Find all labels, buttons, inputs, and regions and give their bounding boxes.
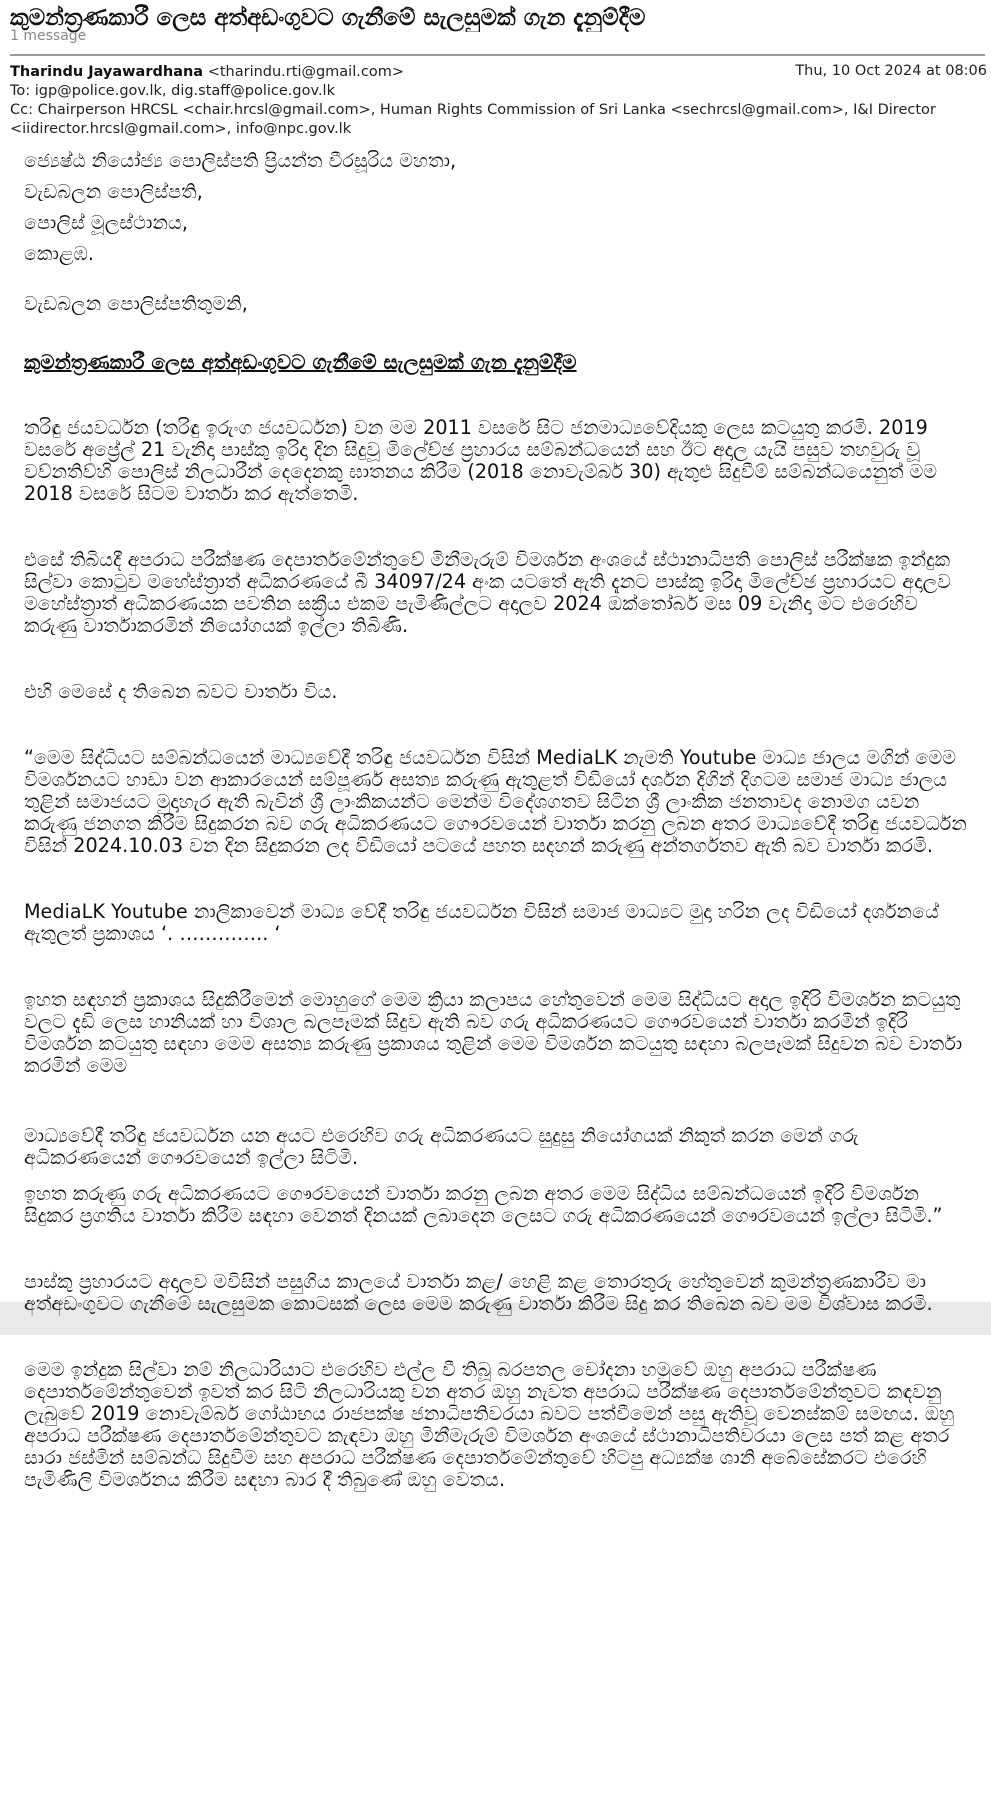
address-line: වැඩබලන පොලිස්පති, (24, 180, 203, 203)
message-body (24, 150, 969, 1491)
body-paragraph: එහි මෙසේ ද තිබෙන බවට වාර්තා විය. (24, 680, 338, 703)
cc-line: Cc: Chairperson HRCSL <chair.hrcsl@gmail.com>, Human Rights Commission of Sri Lanka <sechrcsl@gmail.com>, I&I Director <iidirector.hrcsl@gmail.com>, info@npc.gov.lk (10, 102, 936, 137)
letter-heading: කුමන්ත්‍රණකාරී ලෙස අත්අඩංගුවට ගැනීමේ සැලසුමක් ගැන දැනුම්දීම (24, 350, 577, 374)
body-paragraph: MediaLK Youtube නාලිකාවෙන් මාධ්‍ය වේදී තරිඳු ජයවර්ධන විසින් සමාජ මාධ්‍යට මුදා හරින ලද විඩියෝ දර්ශනයේ ඇතුලත් ප්‍රකාශය ‘. ………….. ‘ (24, 900, 939, 945)
to-line: To: igp@police.gov.lk, dig.staff@police.gov.lk (10, 83, 335, 99)
body-paragraph: ඉහත කරුණු ගරු අධිකරණයට ගෞරවයෙන් වාර්තා කරනු ලබන අතර මෙම සිද්ධිය සම්බන්ධයෙන් ඉදිරි විමර්ශන සිදුකර ප්‍රගතිය වාර්තා කිරීම සඳහා වෙනත් දිනයක් ලබාදෙන ලෙසට ගරු අධිකරණයෙන් ගෞරවයෙන් ඉල්ලා සිටිමි.” (24, 1182, 943, 1227)
header-divider (10, 54, 985, 56)
address-line: ජ්‍යෙෂ්ඨ නියෝජ්‍ය පොලිස්පති ප්‍රියන්ත වීරසූරිය මහතා, (24, 149, 457, 172)
body-paragraph: මෙම ඉන්දුක සිල්වා නම් නිලධාරියාට එරෙහිව එල්ල වී තිබූ බරපතල චෝදනා හමුවේ ඔහු අපරාධ පරීක්ෂණ දෙපාර්තමේන්තුවෙන් ඉවත් කර සිටි නිලධාරියකු වන අතර ඔහු නැවත අපරාධ පරීක්ෂණ දෙපාර්තමේන්තුවට කඳවනු ලැබුවේ 2019 නොවැම්බර් ගෝඨාභය රාජපක්ෂ ජනාධිපතිවරයා බවට පත්වීමෙන් පසු ඇතිවූ වෙනස්කම් සමඟය. ඔහු අපරාධ පරීක්ෂණ දෙපාර්තමේන්තුවට කැඳවා ඔහු මිනීමැරුම් විමර්ශන අංශයේ ස්ථානාධිපතිවරයා ලෙස පත් කළ අතර සාරා ජස්මින් සම්බන්ධ සිදුවීම සහ අපරාධ පරීක්ෂණ දෙපාර්තමේන්තුවේ හිටපු අධ්‍යක්ෂ ශානි අබේසේකරට එරෙහි පැමිණිලි විමර්ශනය කිරීම සඳහා බාර දී තිබුණේ ඔහු වෙතය. (24, 1358, 955, 1491)
body-paragraph: ඉහත සඳහන් ප්‍රකාශය සිදුකිරීමෙන් මොහුගේ මෙම ක්‍රියා කලාපය හේතුවෙන් මෙම සිද්ධියට අදාල ඉදිරි විමර්ශන කටයුතු වලට දැඩි ලෙස හානියක් හා විශාල බලපෑමක් සිදුව ඇති බව ගරු අධිකරණයට ගෞරවයෙන් වාර්තා කරමින් ඉදිරි විමර්ශන කටයුතු සඳහා මෙම අසත්‍ය කරුණු ප්‍රකාශය තුළින් මෙම විමර්ශන කටයුතු සඳහා බලපෑමක් සිදුවන බව වාර්තා කරමින් මෙම (24, 988, 963, 1077)
message-count: 1 message (10, 28, 87, 44)
body-paragraph: පාස්කු ප්‍රහාරයට අදාලව මවිසින් පසුගිය කාලයේ වාර්තා කළ/ හෙළි කළ තොරතුරු හේතුවෙන් කුමන්ත්‍රණකාරීව මා අත්අඩංගුවට ගැනීමේ සැලසුමක කොටසක් ලෙස මෙම කරුණු වාර්තා කිරීම සිදු කර තිබෙන බව මම විශ්වාස කරමි. (24, 1270, 933, 1315)
address-line: කොළඹ. (24, 242, 94, 265)
sender-email[interactable]: <tharindu.rti@gmail.com> (207, 64, 404, 80)
body-paragraph: තරිඳු ජයවර්ධන (තරිඳු ඉරුංග ජයවර්ධන) වන මම 2011 වසරේ සිට ජනමාධ්‍යවේදියකු ලෙස කටයුතු කරමි. 2019 වසරේ අප්‍රේල් 21 වැනිදා පාස්කු ඉරිදා දින සිදුවූ මිලේච්ඡ ප්‍රහාරය සම්බන්ධයෙන් සහ ඊට අදාල යැයි පසුව තහවුරු වූ වව්නතිව්හි පොලිස් නිලධාරීන් දෙදෙනකු ඝාතනය කිරීම (2018 නොවැම්බර් 30) ඇතුළු සිදුවීම් සම්බන්ධයෙනුත් මම 2018 වසරේ සිටම වාර්තා කර ඇත්තෙමි. (24, 416, 938, 505)
sender-name[interactable]: Tharindu Jayawardhana (10, 64, 204, 80)
email-subject: කුමන්ත්‍රණකාරී ලෙස අත්අඩංගුවට ගැනීමේ සැලසුමක් ගැන දැනුම්දීම (10, 5, 646, 31)
body-paragraph: එසේ තිබියදී අපරාධ පරීක්ෂණ දෙපාර්තමේන්තුවේ මිනීමැරුම් විමර්ශන අංශයේ ස්ථානාධිපති පොලිස් පරීක්ෂක ඉන්දුක සිල්වා කොටුව මහේස්ත්‍රාත් අධිකරණයේ බී 34097/24 අංක යටතේ ඇති දැනට පාස්කු ඉරිදා මිලේච්ඡ ප්‍රහාරයට අදාලව මහේස්ත්‍රාත් අධිකරණයක පවතින සක්‍රීය එකම පැමිණිල්ලට අදාලව 2024 ඔක්තෝබර් මස 09 වැනිදා මට එරෙහිව කරුණු වාර්තාකරමින් නියෝගයක් ඉල්ලා තිබිණි. (24, 548, 952, 637)
body-paragraph: “මෙම සිද්ධියට සම්බන්ධයෙන් මාධ්‍යවේදී තරිඳු ජයවර්ධන විසින් MediaLK නැමති Youtube මාධ්‍ය ජාලය මගින් මෙම විමර්ශනයට හාඩා වන ආකාරයෙන් සම්පූර්ණ අසත්‍ය කරුණු ඇතුළත් විඩියෝ දර්ශන දිගින් දිගටම සමාජ මාධ්‍ය ජාලය තුළින් සමාජයට මුදාහැර ඇති බැවින් ශ්‍රී ලාංකිකයන්ට මෙන්ම විදේශගතව සිටින ශ්‍රී ලාංකික ජනතාවද නොමග යවන කරුණු ජනගත කිරීම සිදුකරන බව ගරු අධිකරණයට ගෞරවයෙන් වාර්තා කරනු ලබන අතර මාධ්‍යවේදී තරිඳු ජයවර්ධන විසින් 2024.10.03 වන දින සිදුකරන ලද විඩියෝ පටයේ පහත සදහන් කරුණු අන්තර්ගතව ඇති බව වාර්තා කරමි. (24, 746, 967, 857)
salutation: වැඩබලන පොලිස්පතිතුමනි, (24, 292, 248, 315)
body-paragraph: මාධ්‍යවේදී තරිඳු ජයවර්ධන යන අයට එරෙහිව ගරු අධිකරණයට සුදුසු නියෝගයක් නිකුත් කරන මෙන් ගරු අධිකරණයෙන් ගෞරවයෙන් ඉල්ලා සිටිමි. (24, 1124, 859, 1169)
message-date: Thu, 10 Oct 2024 at 08:06 (795, 63, 987, 79)
recipient-address (24, 150, 969, 265)
address-line: පොලිස් මූලස්ථානය, (24, 211, 188, 234)
